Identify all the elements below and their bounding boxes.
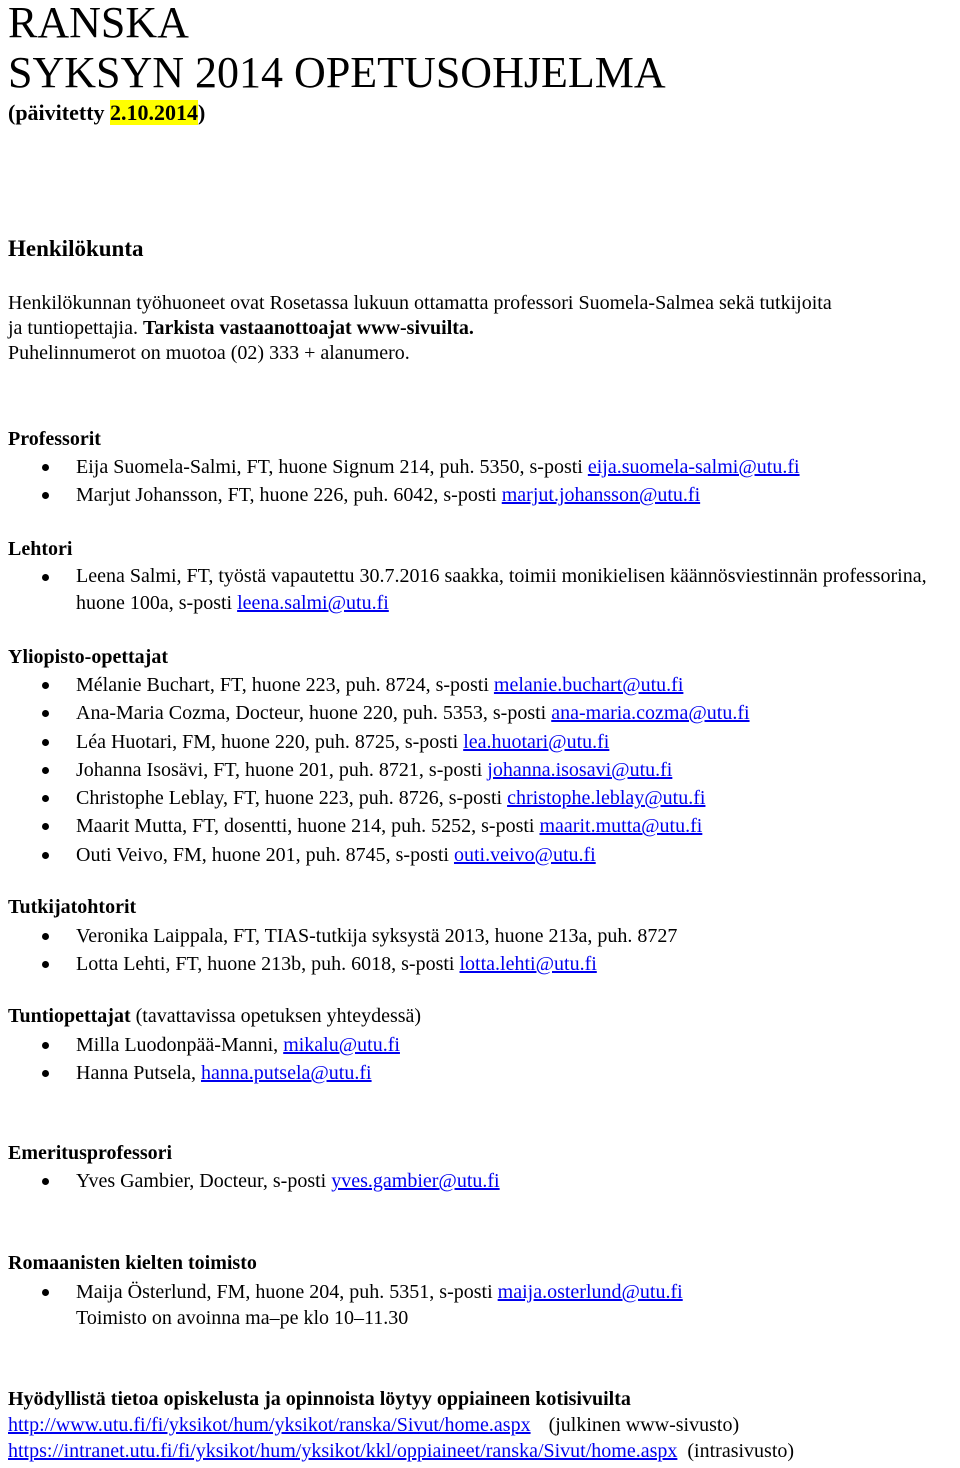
section-title-office: Romaanisten kielten toimisto xyxy=(8,1252,257,1274)
staff-entry-text: Johanna Isosävi, FT, huone 201, puh. 8721, s-posti xyxy=(76,758,488,781)
intro-line-1: Henkilökunnan työhuoneet ovat Rosetassa lukuun ottamatta professori Suomela-Salmea sekä tutkijoita xyxy=(8,292,832,314)
updated-date-line xyxy=(8,101,205,125)
staff-entry-text: Maarit Mutta, FT, dosentti, huone 214, puh. 5252, s-posti xyxy=(76,815,540,838)
public-site-link[interactable]: http://www.utu.fi/fi/yksikot/hum/yksikot/ranska/Sivut/home.aspx xyxy=(8,1414,531,1436)
list-item xyxy=(0,481,955,509)
office-list xyxy=(0,1278,955,1306)
email-link[interactable]: eija.suomela-salmi@utu.fi xyxy=(587,456,800,478)
list-item xyxy=(0,812,955,840)
updated-prefix: (päivitetty xyxy=(8,100,111,125)
updated-suffix: ) xyxy=(198,100,206,125)
staff-entry-text: Eija Suomela-Salmi, FT, huone Signum 214, puh. 5350, s-posti xyxy=(76,456,588,478)
intro-reception-note: Tarkista vastaanottoajat www-sivuilta. xyxy=(142,317,474,339)
list-item xyxy=(0,841,955,869)
staff-entry-text: Milla Luodonpää-Manni, xyxy=(76,1034,284,1056)
list-item xyxy=(0,1031,955,1059)
bullet-icon xyxy=(42,682,49,689)
intro-line-2 xyxy=(8,316,958,341)
staff-entry-text: Christophe Leblay, FT, huone 223, puh. 8726, s-posti xyxy=(76,787,508,810)
bullet-icon xyxy=(42,823,49,830)
updated-date: 2.10.2014 xyxy=(110,100,199,125)
professors-list xyxy=(0,453,955,510)
list-item xyxy=(0,1059,955,1087)
section-title-emeritus: Emeritusprofessori xyxy=(8,1142,173,1164)
footer-link-row-public xyxy=(8,1413,739,1437)
bullet-icon xyxy=(42,961,49,968)
staff-entry-text: Marjut Johansson, FT, huone 226, puh. 6042, s-posti xyxy=(76,484,502,507)
email-link[interactable]: christophe.leblay@utu.fi xyxy=(507,787,706,810)
list-item xyxy=(0,784,955,812)
list-item xyxy=(0,563,940,617)
staff-entry-text: Ana-Maria Cozma, Docteur, huone 220, puh. 5353, s-posti xyxy=(76,702,552,725)
bullet-icon xyxy=(42,1070,49,1077)
hourly-teachers-title: Tuntiopettajat xyxy=(8,1005,131,1027)
section-title-lecturer: Lehtori xyxy=(8,538,73,560)
list-item xyxy=(0,950,955,978)
email-link[interactable]: maarit.mutta@utu.fi xyxy=(539,815,703,838)
emeritus-list xyxy=(0,1167,955,1195)
email-link[interactable]: hanna.putsela@utu.fi xyxy=(200,1062,372,1085)
hourly-teachers-note: (tavattavissa opetuksen yhteydessä) xyxy=(130,1005,422,1027)
staff-entry-text: Mélanie Buchart, FT, huone 223, puh. 8724, s-posti xyxy=(76,674,494,696)
staff-heading: Henkilökunta xyxy=(8,236,144,261)
intro-line-3: Puhelinnumerot on muotoa (02) 333 + alanumero. xyxy=(8,342,410,364)
office-hours: Toimisto on avoinna ma–pe klo 10–11.30 xyxy=(76,1307,409,1329)
staff-entry-text: Maija Österlund, FM, huone 204, puh. 5351, s-posti xyxy=(76,1281,498,1303)
list-item xyxy=(0,1278,955,1306)
email-link[interactable]: ana-maria.cozma@utu.fi xyxy=(551,702,750,725)
university-teachers-list xyxy=(0,671,955,869)
staff-entry-text: Yves Gambier, Docteur, s-posti xyxy=(76,1170,332,1192)
email-link[interactable]: johanna.isosavi@utu.fi xyxy=(487,758,673,781)
hourly-teachers-list xyxy=(0,1031,955,1088)
bullet-icon xyxy=(42,795,49,802)
section-title-hourly-teachers xyxy=(8,1004,421,1028)
staff-entry-text: Lotta Lehti, FT, huone 213b, puh. 6018, s-posti xyxy=(76,953,460,976)
bullet-icon xyxy=(42,933,49,940)
staff-entry-text: Veronika Laippala, FT, TIAS-tutkija syksystä 2013, huone 213a, puh. 8727 xyxy=(76,925,678,947)
bullet-icon xyxy=(42,464,49,471)
list-item xyxy=(0,453,955,481)
email-link[interactable]: lotta.lehti@utu.fi xyxy=(459,953,597,976)
list-item xyxy=(0,922,955,950)
footer-title: Hyödyllistä tietoa opiskelusta ja opinnoista löytyy oppiaineen kotisivuilta xyxy=(8,1388,631,1410)
email-link[interactable]: lea.huotari@utu.fi xyxy=(463,730,610,753)
document-title-program: SYKSYN 2014 OPETUSOHJELMA xyxy=(8,48,666,97)
bullet-icon xyxy=(42,1289,49,1296)
list-item xyxy=(0,699,955,727)
list-item xyxy=(0,728,955,756)
intranet-site-link[interactable]: https://intranet.utu.fi/fi/yksikot/hum/yksikot/kkl/oppiaineet/ranska/Sivut/home.aspx xyxy=(8,1440,678,1462)
public-site-note: (julkinen www-sivusto) xyxy=(548,1414,740,1436)
list-item xyxy=(0,756,955,784)
intro-line-2-text: ja tuntiopettajia. xyxy=(8,317,143,339)
staff-entry-text: Hanna Putsela, xyxy=(76,1062,201,1085)
bullet-icon xyxy=(42,739,49,746)
email-link[interactable]: yves.gambier@utu.fi xyxy=(331,1170,500,1192)
bullet-icon xyxy=(42,852,49,859)
email-link[interactable]: marjut.johansson@utu.fi xyxy=(501,484,701,507)
bullet-icon xyxy=(42,1042,49,1049)
bullet-icon xyxy=(42,767,49,774)
intro-paragraph xyxy=(8,291,958,366)
email-link[interactable]: leena.salmi@utu.fi xyxy=(237,592,389,614)
staff-entry-text: Leena Salmi, FT, työstä vapautettu 30.7.2016 saakka, toimii monikielisen käännösviestinnän professorina, huone 100a, s-posti xyxy=(76,565,927,614)
section-title-postdocs: Tutkijatohtorit xyxy=(8,896,137,918)
bullet-icon xyxy=(42,1178,49,1185)
bullet-icon xyxy=(42,710,49,717)
bullet-icon xyxy=(42,492,49,499)
intranet-site-note: (intrasivusto) xyxy=(687,1440,795,1462)
email-link[interactable]: outi.veivo@utu.fi xyxy=(453,843,596,866)
list-item xyxy=(0,671,955,699)
email-link[interactable]: maija.osterlund@utu.fi xyxy=(497,1281,683,1303)
staff-entry-text: Outi Veivo, FM, huone 201, puh. 8745, s-posti xyxy=(76,843,454,866)
section-title-professors: Professorit xyxy=(8,428,101,450)
document-title-subject: RANSKA xyxy=(8,0,189,47)
postdocs-list xyxy=(0,922,955,979)
section-title-university-teachers: Yliopisto-opettajat xyxy=(8,646,168,668)
email-link[interactable]: melanie.buchart@utu.fi xyxy=(493,674,684,696)
footer-link-row-intranet xyxy=(8,1439,794,1463)
bullet-icon xyxy=(42,574,49,581)
staff-entry-text: Léa Huotari, FM, huone 220, puh. 8725, s-posti xyxy=(76,730,464,753)
list-item xyxy=(0,1167,955,1195)
lecturer-list xyxy=(0,563,940,617)
email-link[interactable]: mikalu@utu.fi xyxy=(283,1034,400,1056)
